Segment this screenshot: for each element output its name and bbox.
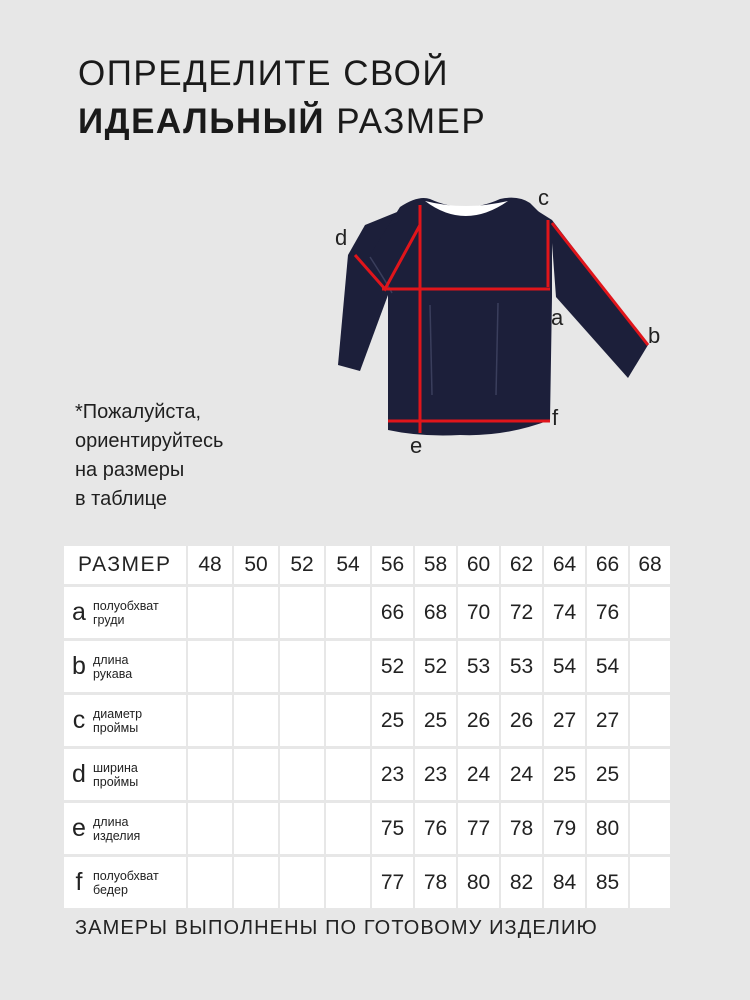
table-row xyxy=(64,587,672,641)
measure-description-line: рукава xyxy=(93,666,133,681)
size-header-cell: 56 xyxy=(372,546,413,584)
measure-label-cell xyxy=(64,749,186,800)
letter-a: a xyxy=(551,305,564,330)
table-row xyxy=(64,803,672,857)
note-line: ориентируйтесь xyxy=(75,430,224,452)
measure-description-line: длина xyxy=(93,814,129,829)
table-cell: 74 xyxy=(544,587,585,638)
table-cell xyxy=(280,587,324,638)
table-cell: 78 xyxy=(415,857,456,908)
table-cell: 23 xyxy=(415,749,456,800)
table-cell: 53 xyxy=(458,641,499,692)
measure-description-line: проймы xyxy=(93,720,139,735)
table-cell xyxy=(234,749,278,800)
table-cell: 24 xyxy=(458,749,499,800)
size-header-label: РАЗМЕР xyxy=(64,546,186,584)
table-cell: 54 xyxy=(587,641,628,692)
table-cell: 77 xyxy=(458,803,499,854)
size-header-cell: 54 xyxy=(326,546,370,584)
measure-letter: e xyxy=(72,814,86,842)
note-line: *Пожалуйста, xyxy=(75,401,202,423)
title-line-1: ОПРЕДЕЛИТЕ СВОЙ xyxy=(78,54,450,93)
table-cell: 25 xyxy=(415,695,456,746)
table-cell xyxy=(280,641,324,692)
table-row xyxy=(64,641,672,695)
footer-note: ЗАМЕРЫ ВЫПОЛНЕНЫ ПО ГОТОВОМУ ИЗДЕЛИЮ xyxy=(75,917,598,939)
table-cell: 72 xyxy=(501,587,542,638)
table-cell: 76 xyxy=(587,587,628,638)
table-row xyxy=(64,749,672,803)
body xyxy=(370,198,552,436)
table-cell: 68 xyxy=(415,587,456,638)
table-cell: 53 xyxy=(501,641,542,692)
table-cell: 84 xyxy=(544,857,585,908)
table-cell: 26 xyxy=(501,695,542,746)
size-header-cell: 60 xyxy=(458,546,499,584)
title-bold-word: ИДЕАЛЬНЫЙ xyxy=(78,102,326,141)
table-cell: 75 xyxy=(372,803,413,854)
size-header-cell: 50 xyxy=(234,546,278,584)
table-cell: 52 xyxy=(415,641,456,692)
table-cell xyxy=(280,803,324,854)
table-cell: 80 xyxy=(587,803,628,854)
table-cell xyxy=(188,695,232,746)
measure-description xyxy=(93,599,159,627)
table-cell: 25 xyxy=(544,749,585,800)
size-header-cell: 52 xyxy=(280,546,324,584)
table-cell xyxy=(234,803,278,854)
table-cell xyxy=(188,641,232,692)
table-cell xyxy=(326,803,370,854)
table-cell: 80 xyxy=(458,857,499,908)
table-cell: 25 xyxy=(372,695,413,746)
size-header-row xyxy=(64,546,672,587)
table-cell xyxy=(326,641,370,692)
size-note xyxy=(75,398,223,514)
table-cell xyxy=(188,749,232,800)
table-cell: 66 xyxy=(372,587,413,638)
table-cell xyxy=(234,641,278,692)
table-cell xyxy=(630,749,670,800)
table-cell xyxy=(326,857,370,908)
table-cell: 26 xyxy=(458,695,499,746)
table-cell xyxy=(280,857,324,908)
table-cell: 52 xyxy=(372,641,413,692)
measure-description-line: диаметр xyxy=(93,706,143,721)
table-row xyxy=(64,857,672,911)
table-cell: 54 xyxy=(544,641,585,692)
table-cell xyxy=(280,749,324,800)
letter-c: c xyxy=(538,185,549,210)
measure-description-line: длина xyxy=(93,652,129,667)
table-cell: 79 xyxy=(544,803,585,854)
measure-description-line: ширина xyxy=(93,760,138,775)
table-cell: 24 xyxy=(501,749,542,800)
table-cell xyxy=(630,857,670,908)
title-line-2 xyxy=(78,98,486,146)
measure-letter: f xyxy=(75,868,83,896)
letter-b: b xyxy=(648,323,661,348)
table-cell: 76 xyxy=(415,803,456,854)
table-row xyxy=(64,695,672,749)
size-header-cell: 48 xyxy=(188,546,232,584)
measure-description xyxy=(93,707,142,735)
measure-description xyxy=(93,815,140,843)
measure-description-line: изделия xyxy=(93,828,141,843)
table-cell: 82 xyxy=(501,857,542,908)
page-title xyxy=(78,50,486,146)
measure-description-line: бедер xyxy=(93,882,128,897)
measure-description-line: проймы xyxy=(93,774,139,789)
measure-description-line: груди xyxy=(93,612,125,627)
table-cell: 78 xyxy=(501,803,542,854)
table-cell: 85 xyxy=(587,857,628,908)
measure-description xyxy=(93,869,159,897)
sweatshirt-diagram-icon xyxy=(330,185,670,460)
table-cell xyxy=(234,695,278,746)
measure-label-cell xyxy=(64,695,186,746)
table-cell: 77 xyxy=(372,857,413,908)
sweatshirt-diagram-svg xyxy=(330,185,670,460)
measure-label-cell xyxy=(64,587,186,638)
measure-label-cell xyxy=(64,641,186,692)
note-line: в таблице xyxy=(75,488,167,510)
size-header-cell: 62 xyxy=(501,546,542,584)
table-cell xyxy=(188,587,232,638)
table-cell: 70 xyxy=(458,587,499,638)
table-cell: 23 xyxy=(372,749,413,800)
table-cell xyxy=(188,803,232,854)
size-table xyxy=(64,546,672,911)
table-cell: 25 xyxy=(587,749,628,800)
measure-label-cell xyxy=(64,857,186,908)
table-cell: 27 xyxy=(587,695,628,746)
size-header-cell: 66 xyxy=(587,546,628,584)
measure-label-cell xyxy=(64,803,186,854)
table-cell xyxy=(188,857,232,908)
title-rest-word: РАЗМЕР xyxy=(325,102,487,141)
table-cell xyxy=(280,695,324,746)
measure-description-line: полуобхват xyxy=(93,868,159,883)
table-cell xyxy=(326,749,370,800)
table-cell xyxy=(234,857,278,908)
table-cell: 27 xyxy=(544,695,585,746)
table-cell xyxy=(326,695,370,746)
letter-f: f xyxy=(552,405,559,430)
letter-e: e xyxy=(410,433,423,458)
size-header-cell: 64 xyxy=(544,546,585,584)
measure-letter: c xyxy=(72,706,86,734)
measure-letter: a xyxy=(72,598,86,626)
measure-letter: b xyxy=(72,652,86,680)
table-cell xyxy=(630,587,670,638)
table-cell xyxy=(630,803,670,854)
measure-description xyxy=(93,653,132,681)
measure-description xyxy=(93,761,138,789)
letter-d: d xyxy=(335,225,348,250)
measure-description-line: полуобхват xyxy=(93,598,159,613)
size-header-cell: 68 xyxy=(630,546,670,584)
table-cell xyxy=(326,587,370,638)
table-cell xyxy=(630,641,670,692)
table-cell xyxy=(630,695,670,746)
size-header-cell: 58 xyxy=(415,546,456,584)
measure-letter: d xyxy=(72,760,86,788)
note-line: на размеры xyxy=(75,459,185,481)
table-cell xyxy=(234,587,278,638)
